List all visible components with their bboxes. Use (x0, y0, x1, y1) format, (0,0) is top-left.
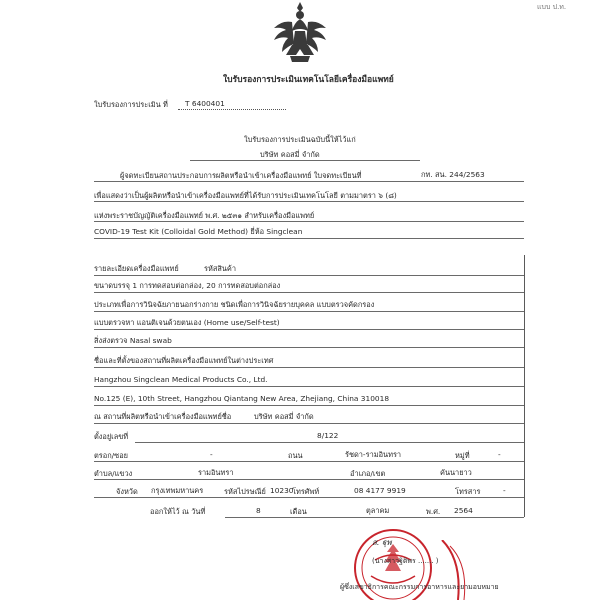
package-size: ขนาดบรรจุ 1 การทดสอบต่อกล่อง, 20 การทดสอบต่อกล่อง (94, 281, 281, 290)
issued-label: ออกให้ไว้ ณ วันที่ (150, 507, 206, 516)
district-value: คันนายาว (440, 468, 472, 477)
purpose-rule (94, 311, 524, 312)
manufacturer-label: ชื่อและที่ตั้งของสถานที่ผลิตเครื่องมือแพทย์ในต่างประเทศ (94, 356, 274, 365)
registration-no: กท. สน. 244/2563 (421, 170, 485, 179)
form-code: แบบ ป.ท. (537, 3, 567, 11)
manufacturer-name-rule (94, 386, 524, 387)
postcode-label: รหัสไปรษณีย์ (224, 487, 266, 496)
manufacturer-address: No.125 (E), 10th Street, Hangzhou Qiantang New Area, Zhejiang, China 310018 (94, 394, 390, 403)
subdistrict-rule (94, 479, 524, 480)
importer-name: บริษัท คอสมี่ จำกัด (254, 412, 314, 421)
road-label: ถนน (288, 451, 303, 460)
road-value: รัชดา-รามอินทรา (345, 450, 402, 459)
detail-label: รายละเอียดเครื่องมือแพทย์ (94, 264, 179, 273)
address-no-rule (135, 442, 524, 443)
signature-initials: ส. ฐุพ (372, 538, 392, 547)
test-type: แบบตรวจหา แอนติเจนด้วยตนเอง (Home use/Self-test) (94, 318, 280, 327)
fax-value: - (503, 486, 506, 495)
specimen-type: สิ่งส่งตรวจ Nasal swab (94, 336, 172, 345)
soi-value: - (210, 450, 213, 459)
package-rule (94, 292, 524, 293)
signer-role: ผู้ซึ่งเลขาธิการคณะกรรมการอาหารและยามอบหมาย (340, 583, 499, 591)
recipient-line (190, 160, 420, 161)
moo-label: หมู่ที่ (455, 451, 470, 460)
intro-line: ใบรับรองการประเมินฉบับนี้ให้ไว้แก่ (244, 135, 356, 144)
test-type-rule (94, 329, 524, 330)
body-line-1-rule (94, 181, 524, 182)
manufacturer-address-rule (94, 405, 524, 406)
cert-no-line (178, 109, 286, 110)
address-no-value: 8/122 (317, 431, 339, 440)
detail-rule (94, 275, 524, 276)
address-no-label: ตั้งอยู่เลขที่ (94, 432, 129, 441)
issued-year-label: พ.ศ. (426, 507, 441, 516)
soi-label: ตรอก/ซอย (94, 451, 128, 460)
province-rule (94, 497, 524, 498)
district-label: อำเภอ/เขต (350, 469, 386, 478)
importer-rule (94, 423, 524, 424)
product-rule (94, 238, 524, 239)
body-line-3-rule (94, 221, 524, 222)
phone-label: โทรศัพท์ (292, 487, 320, 496)
province-value: กรุงเทพมหานคร (151, 486, 204, 495)
body-line-2: เพื่อแสดงว่าเป็นผู้ผลิตหรือนำเข้าเครื่องมือแพทย์ที่ได้รับการประเมินเทคโนโลยี ตามมาตรา ๖ (๘) (94, 191, 397, 200)
phone-value: 08 4177 9919 (354, 486, 406, 495)
device-purpose: ประเภทเพื่อการวินิจฉัยภายนอกร่างกาย ชนิดเพื่อการวินิจฉัยรายบุคคล แบบตรวจคัดกรอง (94, 300, 375, 309)
subdistrict-label: ตำบล/แขวง (94, 469, 133, 478)
detail-value: รหัสสินค้า (204, 264, 237, 273)
fax-label: โทรสาร (455, 487, 481, 496)
province-label: จังหวัด (116, 487, 138, 496)
signer-name: (นางสาวฐิติพร ....... ) (372, 557, 439, 565)
document-title: ใบรับรองการประเมินเทคโนโลยีเครื่องมือแพทย์ (223, 75, 394, 85)
form-right-border (524, 255, 525, 517)
body-line-1: ผู้จดทะเบียนสถานประกอบการผลิตหรือนำเข้าเครื่องมือแพทย์ ใบจดทะเบียนที่ (120, 171, 362, 180)
seal-edge-icon (438, 540, 478, 600)
body-line-2-rule (94, 201, 524, 202)
issued-year: 2564 (454, 506, 473, 515)
importer-label: ณ สถานที่ผลิตหรือนำเข้าเครื่องมือแพทย์ชื่อ (94, 412, 232, 421)
moo-value: - (498, 450, 501, 459)
garuda-emblem-icon (270, 0, 330, 66)
issued-month-label: เดือน (290, 507, 307, 516)
cert-no-value: T 6400401 (185, 99, 225, 108)
postcode-value: 10230 (270, 486, 294, 495)
body-line-3: แห่งพระราชบัญญัติเครื่องมือแพทย์ พ.ศ. ๒๕๓๑ สำหรับเครื่องมือแพทย์ (94, 211, 315, 220)
cert-no-label: ใบรับรองการประเมิน ที่ (94, 100, 168, 109)
recipient-company: บริษัท คอสมี่ จำกัด (260, 150, 320, 159)
issued-month: ตุลาคม (366, 506, 390, 515)
specimen-rule (94, 347, 524, 348)
subdistrict-value: รามอินทรา (198, 468, 234, 477)
issued-rule (225, 517, 524, 518)
issued-day: 8 (256, 506, 261, 515)
manufacturer-name: Hangzhou Singclean Medical Products Co., Ltd. (94, 375, 268, 384)
soi-rule (94, 461, 524, 462)
product-name: COVID-19 Test Kit (Colloidal Gold Method) ยี่ห้อ Singclean (94, 227, 303, 236)
manufacturer-label-rule (94, 367, 524, 368)
